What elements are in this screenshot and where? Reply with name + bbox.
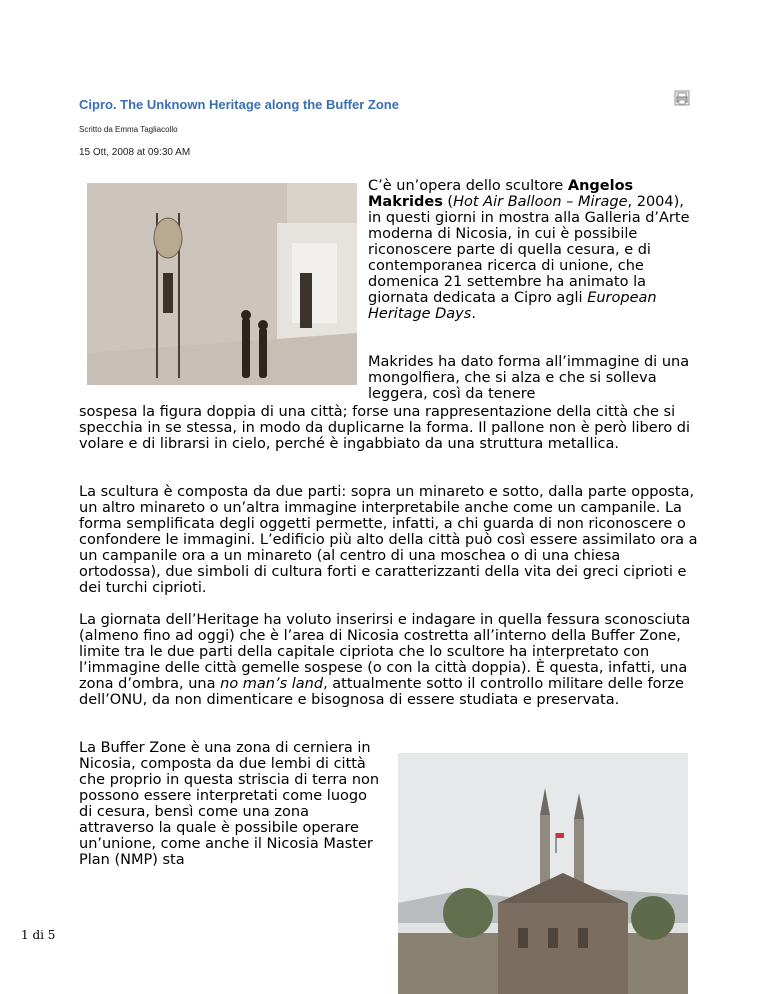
print-icon[interactable]: [674, 90, 690, 106]
mosque-minarets-photo: [398, 753, 688, 994]
paragraph-5: La Buffer Zone è una zona di cerniera in Nicosia, composta da due lembi di città che proprio in questa striscia di terra non possono essere interpretati come luogo di cesura, bensì come una zona attraverso la quale è possibile operare un’unione, come anche il Nicosia Master Plan (NMP) sta: [79, 740, 380, 868]
article-title[interactable]: Cipro. The Unknown Heritage along the Buffer Zone: [79, 97, 399, 112]
paragraph-4: La giornata dell’Heritage ha voluto inserirsi e indagare in quella fessura sconosciuta (almeno fino ad oggi) che è l’area di Nicosia costretta all’interno della Buffer Zone, limite tra le due parti della capitale cipriota che lo scultore ha interpretato con l’immagine delle città gemelle sospese (o con la città doppia). È questa, infatti, una zona d’ombra, una no man’s land, attualmente sotto il controllo militare delle forze dell’ONU, da non dimenticare e bisognosa di essere studiata e preservata.: [79, 612, 691, 708]
paragraph-2-continued: sospesa la figura doppia di una città; forse una rappresentazione della città che si specchia in se stessa, in modo da duplicarne la forma. Il pallone non è però libero di volare e di librarsi in cielo, perché è ingabbiato da una struttura metallica.: [79, 404, 691, 452]
sculpture-gallery-photo: [87, 183, 357, 385]
article-author: Scritto da Emma Tagliacollo: [79, 125, 178, 134]
article-date: 15 Ott, 2008 at 09:30 AM: [79, 147, 191, 158]
page-number: 1 di 5: [21, 928, 56, 942]
paragraph-2-start: Makrides ha dato forma all’immagine di una mongolfiera, che si alza e che si solleva leggera, così da tenere: [368, 354, 690, 402]
paragraph-1: C’è un’opera dello scultore Angelos Makrides (Hot Air Balloon – Mirage, 2004), in questi giorni in mostra alla Galleria d’Arte moderna di Nicosia, in cui è possibile riconoscere parte di quella cesura, e di contemporanea ricerca di unione, che domenica 21 settembre ha animato la giornata dedicata a Cipro agli European Heritage Days.: [368, 178, 690, 322]
paragraph-3: La scultura è composta da due parti: sopra un minareto e sotto, dalla parte opposta, un altro minareto o un’altra immagine interpretabile anche come un campanile. La forma semplificata degli oggetti permette, infatti, a chi guarda di non riconoscere o confondere le immagini. L’edificio più alto della città può così essere assimilato ora a un campanile ora a un minareto (al centro di una moschea o di una chiesa ortodossa), due simboli di cultura forti e caratterizzanti della vita dei greci ciprioti e dei turchi ciprioti.: [79, 484, 698, 596]
